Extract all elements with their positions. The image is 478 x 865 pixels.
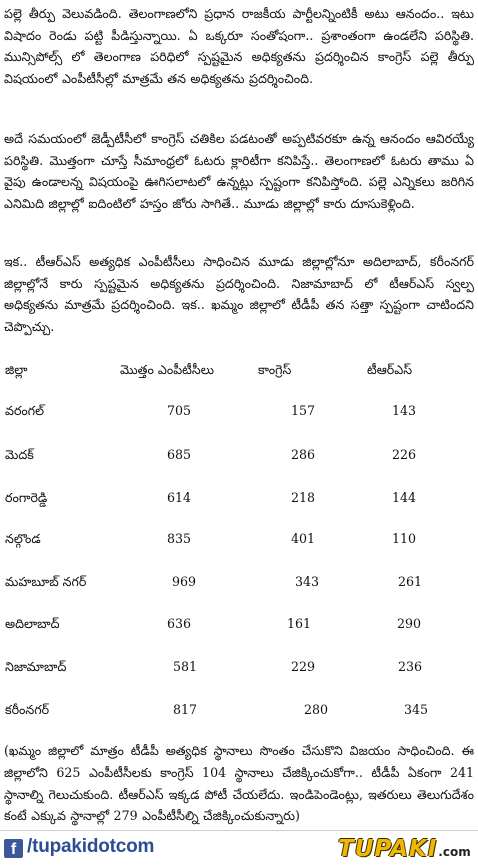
table-cell-district: మెదక్ (5, 447, 34, 462)
table-cell-district: కరీంనగర్ (5, 702, 50, 717)
footer-bar (0, 830, 478, 865)
table-cell-total: 685 (167, 447, 192, 462)
table-cell-total: 614 (167, 490, 192, 505)
table-cell-trs: 290 (397, 616, 422, 631)
table-cell-district: మహబూబ్ నగర్ (5, 574, 87, 589)
table-cell-trs: 261 (398, 574, 423, 589)
table-cell-trs: 236 (398, 659, 423, 674)
table-cell-congress: 161 (287, 616, 312, 631)
facebook-icon[interactable]: f (4, 839, 23, 858)
facebook-handle-link[interactable]: /tupakidotcom (27, 836, 155, 857)
header-congress: కాంగ్రెస్ (258, 362, 292, 377)
article-paragraph-1: పల్లె తీర్పు వెలువడింది. తెలంగాణలోని ప్రధాన రాజకీయ పార్టీలన్నింటికీ అటు ఆనందం.. ఇటు విషాదం రెండు పట్టి పీడిస్తున్నాయి. ఏ ఒక్కరూ సంతోషంగా.. ప్రశాంతంగా ఉండలేని పరిస్థితి. మున్సిపోల్స్ లో తెలంగాణ పరిధిలో స్పష్టమైన అధిక్యతను ప్రదర్శించిన కాంగ్రెస్ పల్లె తీర్పు విషయంలో ఎంపీటీసీల్లో మాత్రమే తన అధిక్యతను ప్రదర్శించింది. (4, 6, 474, 86)
table-cell-district: రంగారెడ్డి (5, 490, 48, 505)
table-cell-total: 636 (167, 616, 192, 631)
article-paragraph-3: ఇక.. టీఆర్ఎస్ అత్యధిక ఎంపీటీసీలు సాధించిన మూడు జిల్లాల్లోనూ అదిలాబాద్, కరీంనగర్ జిల్లాల్లోనే కారు స్పష్టమైన అధిక్యతను ప్రదర్శించింది. నిజామాబాద్ లో టీఆర్ఎస్ స్వల్ప అధిక్యతను మాత్రమే ప్రదర్శించింది. ఇక.. ఖమ్మం జిల్లాలో టీడీపీ తన సత్తా స్పష్టంగా చాటిందని చెప్పొచ్చు. (4, 254, 474, 334)
table-cell-trs: 110 (392, 531, 417, 546)
table-cell-congress: 401 (291, 531, 316, 546)
header-total-mptc: మొత్తం ఎంపీటీసీలు (120, 362, 215, 377)
logo-suffix: .com (438, 845, 471, 859)
tupaki-logo[interactable] (338, 834, 471, 862)
table-cell-total: 581 (173, 659, 198, 674)
table-cell-congress: 218 (291, 490, 316, 505)
table-cell-total: 817 (173, 702, 198, 717)
table-cell-district: అదిలాబాద్ (5, 616, 60, 631)
header-district: జిల్లా (5, 362, 28, 377)
table-cell-congress: 280 (304, 702, 329, 717)
table-cell-trs: 143 (392, 403, 417, 418)
table-cell-district: నల్గొండ (5, 531, 41, 546)
table-cell-congress: 157 (291, 403, 316, 418)
table-cell-trs: 226 (392, 447, 417, 462)
header-trs: టీఆర్ఎస్ (367, 362, 413, 377)
table-cell-district: నిజామాబాద్ (5, 659, 67, 674)
table-cell-congress: 286 (291, 447, 316, 462)
footnote-khammam: (ఖమ్మం జిల్లాలో మాత్రం టీడీపీ అత్యధిక స్థానాలు సొంతం చేసుకొని విజయం సాధించింది. ఈ జిల్లాలోని 625 ఎంపీటీసీలకు కాంగ్రెస్ 104 స్థానాలు చేజిక్కించుకోగా.. టీడీపీ ఏకంగా 241 స్థానాల్ని గెలుచుకుంది. టీఆర్ఎస్ ఇక్కడ పోటీ చేయలేదు. ఇండిపెండెంట్లు, ఇతరులు తెలుగుదేశం కంటే ఎక్కువ స్థానాల్లో 279 ఎంపీటీసీల్ని చేజిక్కించుకున్నారు) (4, 743, 474, 824)
table-cell-total: 835 (167, 531, 192, 546)
article-paragraph-2: అదే సమయంలో జెడ్పీటీసీలో కాంగ్రెస్ చతికిల పడటంతో అప్పటివరకూ ఉన్న ఆనందం ఆవిరయ్యే పరిస్థితి. మొత్తంగా చూస్తే సీమాంధ్రలో ఓటరు క్లారిటీగా కనిపిస్తే.. తెలంగాణలో ఓటరు తాము ఏ వైపు ఉండాలన్న విషయంపై ఊగిసలాటలో ఉన్నట్లు స్పష్టంగా కనిపిస్తోంది. పల్లె ఎన్నికలు జరిగిన ఎనిమిది జిల్లాల్లో ఐదింటిలో హస్తం జోరు సాగితే.. మూడు జిల్లాల్లో కారు దూసుకెళ్లింది. (4, 131, 474, 211)
table-cell-district: వరంగల్ (5, 403, 45, 418)
table-cell-trs: 345 (404, 702, 429, 717)
table-cell-congress: 229 (291, 659, 316, 674)
table-cell-congress: 343 (295, 574, 320, 589)
logo-text: TUPAKI (338, 836, 438, 862)
table-cell-total: 705 (167, 403, 192, 418)
table-cell-trs: 144 (392, 490, 417, 505)
table-cell-total: 969 (172, 574, 197, 589)
